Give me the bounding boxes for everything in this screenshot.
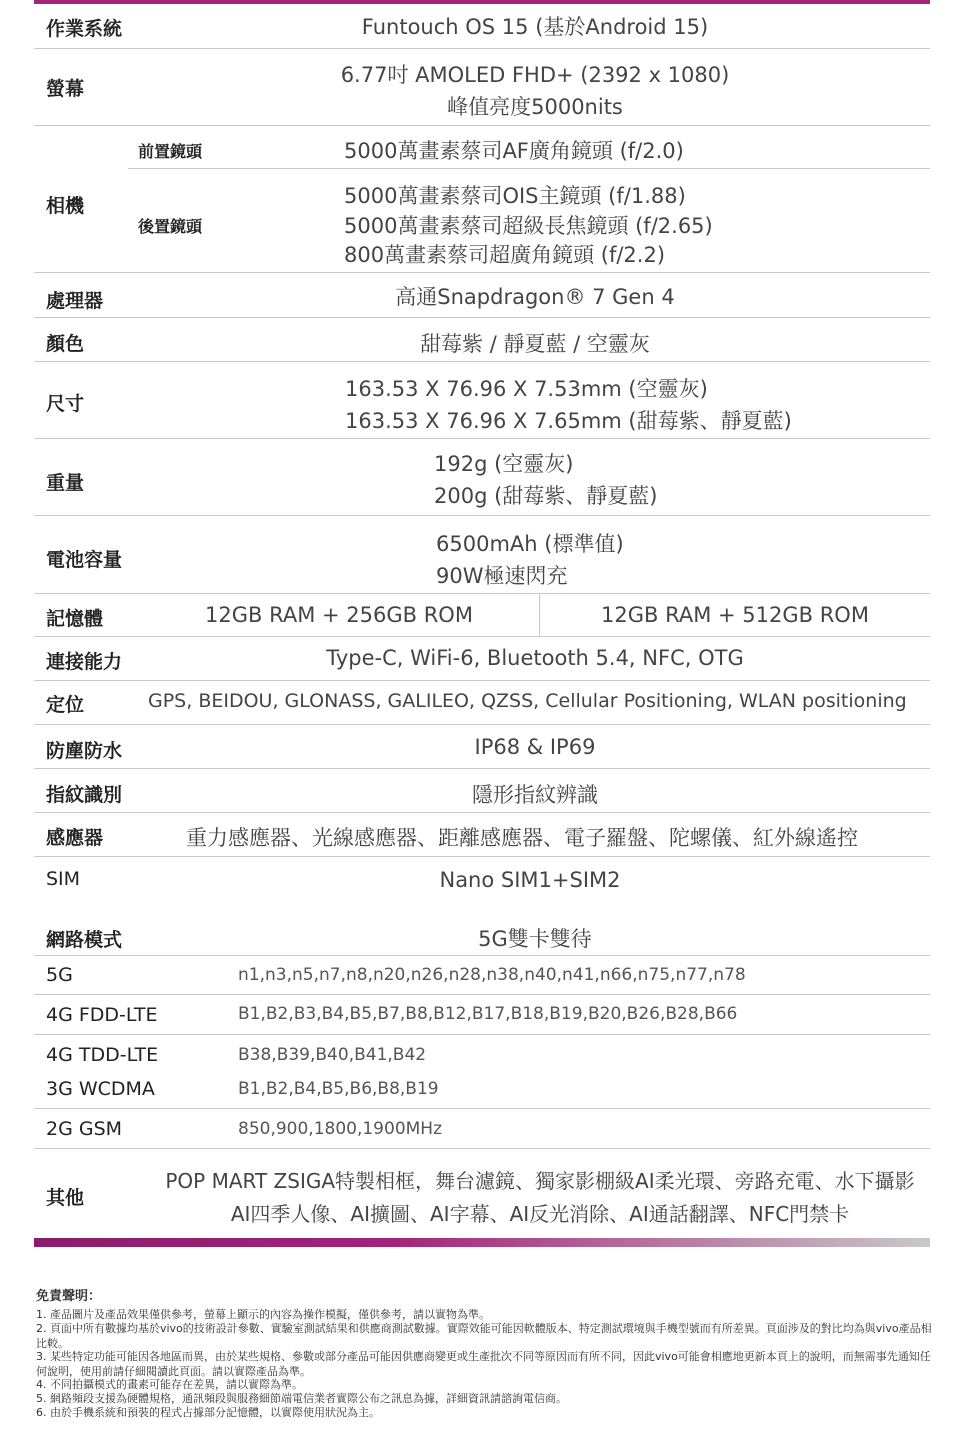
divider [128,168,930,169]
value-memory-option2: 12GB RAM + 512GB ROM [601,603,869,627]
value-size-line1: 163.53 X 76.96 X 7.53mm (空靈灰) [345,377,708,401]
value-connectivity: Type-C, WiFi-6, Bluetooth 5.4, NFC, OTG [326,646,744,670]
divider [34,955,930,956]
divider [34,812,930,813]
network-name-4g-tdd: 4G TDD-LTE [46,1044,159,1066]
value-size-line2: 163.53 X 76.96 X 7.65mm (甜莓紫、靜夏藍) [345,409,792,433]
label-water-resistance: 防塵防水 [46,740,123,762]
divider [34,125,930,126]
divider [34,1108,930,1109]
network-name-3g: 3G WCDMA [46,1078,155,1100]
label-network-mode: 網路模式 [46,929,123,951]
value-os: Funtouch OS 15 (基於Android 15) [361,15,709,39]
divider [34,680,930,681]
divider [34,48,930,49]
value-weight-line2: 200g (甜莓紫、靜夏藍) [434,484,658,508]
label-os: 作業系統 [46,18,123,40]
label-color: 顏色 [46,333,85,355]
divider [34,994,930,995]
value-battery-line1: 6500mAh (標準值) [436,532,624,556]
value-screen-line1: 6.77吋 AMOLED FHD+ (2392 x 1080) [340,63,730,87]
network-name-5g: 5G [46,964,73,986]
value-sim: Nano SIM1+SIM2 [439,868,621,892]
value-positioning: GPS, BEIDOU, GLONASS, GALILEO, QZSS, Cellular Positioning, WLAN positioning [148,690,907,712]
network-bands-5g: n1,n3,n5,n7,n8,n20,n26,n28,n38,n40,n41,n66,n75,n77,n78 [238,965,746,985]
divider [34,272,930,273]
bottom-accent-bar [34,1238,930,1247]
divider [34,438,930,439]
disclaimer-title: 免責聲明： [36,1289,102,1304]
divider [34,856,930,857]
disclaimer-item-1: 1. 產品圖片及產品效果僅供參考，螢幕上顯示的內容為操作模擬，僅供參考，請以實物為準。 [36,1308,490,1321]
label-camera: 相機 [46,195,85,217]
network-bands-2g: 850,900,1800,1900MHz [238,1119,443,1139]
label-connectivity: 連接能力 [46,651,123,673]
value-rear-camera-1: 5000萬畫素蔡司OIS主鏡頭 (f/1.88) [344,184,686,208]
label-screen: 螢幕 [46,78,85,100]
value-memory-option1: 12GB RAM + 256GB ROM [205,603,473,627]
disclaimer-item-5: 5. 網路頻段支援為硬體規格，通訊頻段與服務細節端電信業者實際公布之訊息為據，詳細資訊請諮詢電信商。 [36,1392,567,1405]
value-screen-line2: 峰值亮度5000nits [447,95,623,119]
label-rear-camera: 後置鏡頭 [138,217,203,236]
value-processor: 高通Snapdragon® 7 Gen 4 [395,285,675,309]
value-other-line1: POP MART ZSIGA特製相框，舞台濾鏡、獨家影棚級AI柔光環、旁路充電、水下攝影 [165,1169,915,1193]
value-color: 甜莓紫 / 靜夏藍 / 空靈灰 [420,332,650,356]
value-front-camera: 5000萬畫素蔡司AF廣角鏡頭 (f/2.0) [344,139,684,163]
divider [34,317,930,318]
divider [34,768,930,769]
disclaimer-item-2: 2. 頁面中所有數據均基於vivo的技術設計參數、實驗室測試結果和供應商測試數據。實際效能可能因軟體版本、特定測試環境與手機型號而有所差異。頁面涉及的對比均為與vivo產品相比較。 [36,1322,932,1350]
label-memory: 記憶體 [46,608,104,630]
label-sensors: 感應器 [46,827,104,849]
value-fingerprint: 隱形指紋辨識 [472,783,598,807]
label-size: 尺寸 [46,393,85,415]
value-network-mode: 5G雙卡雙待 [478,927,592,951]
network-name-4g-fdd: 4G FDD-LTE [46,1004,158,1026]
divider [34,1034,930,1035]
value-weight-line1: 192g (空靈灰) [434,452,574,476]
divider [34,1148,930,1149]
value-battery-line2: 90W極速閃充 [436,564,568,588]
label-battery: 電池容量 [46,549,123,571]
divider [34,515,930,516]
disclaimer-item-6: 6. 由於手機系統和預裝的程式占據部分記憶體，以實際使用狀況為主。 [36,1406,380,1419]
label-processor: 處理器 [46,290,104,312]
divider [34,724,930,725]
divider [34,593,930,594]
network-name-2g: 2G GSM [46,1118,123,1140]
label-weight: 重量 [46,472,85,494]
network-bands-4g-fdd: B1,B2,B3,B4,B5,B7,B8,B12,B17,B18,B19,B20,B26,B28,B66 [238,1004,738,1024]
label-other: 其他 [46,1187,85,1209]
divider [34,361,930,362]
disclaimer-item-4: 4. 不同拍攝模式的畫素可能存在差異，請以實際為準。 [36,1378,303,1391]
network-bands-3g: B1,B2,B4,B5,B6,B8,B19 [238,1079,439,1099]
label-front-camera: 前置鏡頭 [138,142,203,161]
disclaimer-item-3: 3. 某些特定功能可能因各地區而異，由於某些規格、參數或部分產品可能因供應商變更或生產批次不同等原因而有所不同，因此vivo可能會相應地更新本頁上的說明，而無需事先通知任何說明，使用前請仔細閱讀此頁面。請以實際產品為準。 [36,1350,931,1378]
value-water-resistance: IP68 & IP69 [474,735,596,759]
label-sim: SIM [46,868,81,890]
network-bands-4g-tdd: B38,B39,B40,B41,B42 [238,1045,427,1065]
label-fingerprint: 指紋識別 [46,784,123,806]
label-positioning: 定位 [46,694,85,716]
top-accent-bar [34,0,930,4]
divider [34,636,930,637]
value-rear-camera-3: 800萬畫素蔡司超廣角鏡頭 (f/2.2) [344,243,666,267]
value-sensors: 重力感應器、光線感應器、距離感應器、電子羅盤、陀螺儀、紅外線遙控 [186,826,858,850]
value-rear-camera-2: 5000萬畫素蔡司超級長焦鏡頭 (f/2.65) [344,214,713,238]
value-other-line2: AI四季人像、AI擴圖、AI字幕、AI反光消除、AI通話翻譯、NFC門禁卡 [230,1202,850,1226]
